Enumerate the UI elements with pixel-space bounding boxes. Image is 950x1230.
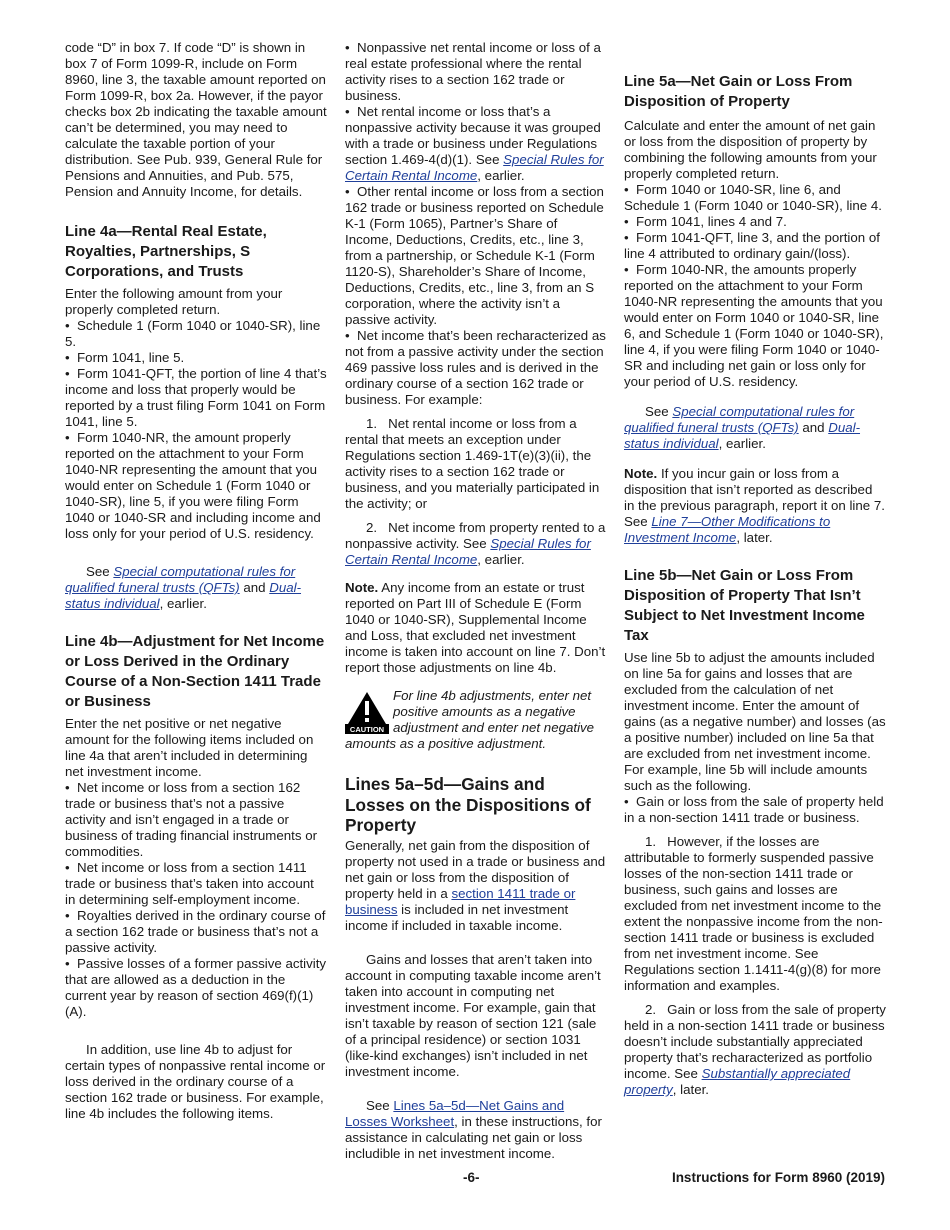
bullet-item: • Form 1040-NR, the amounts properly reported on the attachment to your Form 1040-NR representing the amounts that you would enter on Form 1040 or 1040-SR, line 6, and Schedule 1 (Form 1040 or 1040-SR), line 4, if you were filing Form 1040 or 1040-SR and including net gain or loss only for your period of U.S. residency. <box>624 262 886 390</box>
bullet-item: • Net income or loss from a section 1411 trade or business that’s taken into account in determining self-employment income. <box>65 860 327 908</box>
column-3 <box>624 40 886 1098</box>
link-worksheet[interactable]: Lines 5a–5d—Net Gains and Losses Worksheet <box>345 1097 565 1129</box>
bullet-item: • Royalties derived in the ordinary course of a section 162 trade or business that’s not a passive activity. <box>65 908 327 956</box>
bullet-item: • Net rental income or loss that’s a nonpassive activity because it was grouped with a trade or business under Regulations section 1.469-4(d)(1). See Special Rules for Certain Rental Income, earlier. <box>345 104 606 184</box>
bullet-item: • Form 1040-NR, the amount properly reported on the attachment to your Form 1040-NR representing the amount that you would enter on Schedule 1 (Form 1040 or 1040-SR), line 5, if you were filing Form 1040 or 1040-SR and including income and loss only for your period of U.S. residency. <box>65 430 327 542</box>
bullet-item: • Gain or loss from the sale of property held in a non-section 1411 trade or business. <box>624 794 886 826</box>
bullet-item: • Net income that’s been recharacterized as not from a passive activity under the section 469 passive loss rules and is derived in the ordinary course of a section 162 trade or business. For example: <box>345 328 606 408</box>
heading-line-5a: Line 5a—Net Gain or Loss From Disposition of Property <box>624 73 853 110</box>
bullet-item: • Nonpassive net rental income or loss of a real estate professional where the rental activity rises to a section 162 trade or business. <box>345 40 606 104</box>
column-1 <box>65 40 327 1122</box>
svg-text:CAUTION: CAUTION <box>349 725 385 734</box>
caution-icon <box>345 690 389 734</box>
caution-box <box>345 688 606 752</box>
link-substantially-appreciated[interactable]: Substantially appreciated property <box>624 1066 851 1097</box>
bullet-item: • Other rental income or loss from a section 162 trade or business reported on Schedule K-1 (Form 1065), Partner’s Share of Income, Deductions, Credits, etc., line 3, from a partnership, or Schedule K-1 (Form 1120-S), Shareholder’s Share of Income, Deductions, Credits, etc., line 3, from an S corporation, where the activity isn’t a passive activity. <box>345 184 606 328</box>
note-paragraph: Note. If you incur gain or loss from a disposition that isn’t reported as described in the previous paragraph, report it on line 7. See Line 7—Other Modifications to Investment Income, later. <box>624 466 885 545</box>
paragraph: In addition, use line 4b to adjust for certain types of nonpassive rental income or loss derived in the ordinary course of a section 162 trade or business. For example, line 4b includes the following items. <box>65 1042 326 1121</box>
see-also-paragraph: See Special computational rules for qualified funeral trusts (QFTs) and Dual-status individual, earlier. <box>624 404 861 451</box>
link-dual-status[interactable]: Dual-status individual <box>624 420 861 451</box>
paragraph: See Lines 5a–5d—Net Gains and Losses Worksheet, in these instructions, for assistance in calculating net gain or loss includible in net investment income. <box>345 1097 602 1161</box>
numbered-item: 1. Net rental income or loss from a rental that meets an exception under Regulations section 1.469-1T(e)(3)(ii), the activity rises to a section 162 trade or business, and you materially participated in the activity; or <box>345 416 600 511</box>
paragraph: Gains and losses that aren’t taken into account in computing taxable income aren’t taken into account in computing net investment income. For example, gain that isn’t taxable by reason of section 121 (sale of a principal residence) or section 1031 (like-kind exchanges) isn’t included in net investment income. <box>345 951 601 1079</box>
link-special-rental-rules[interactable]: Special Rules for Certain Rental Income <box>345 152 604 183</box>
paragraph: Enter the following amount from your properly completed return. <box>65 286 283 317</box>
column-2 <box>345 40 606 1162</box>
footer-title: Instructions for Form 8960 (2019) <box>671 1170 885 1185</box>
bullet-item: • Passive losses of a former passive activity that are allowed as a deduction in the current year by reason of section 469(f)(1)(A). <box>65 956 327 1020</box>
paragraph: Use line 5b to adjust the amounts included on line 5a for gains and losses that are excluded from the calculation of net investment income. Enter the amount of gains (as a negative number) and losses (as a positive number) included on line 5a that are excluded from net investment income. For example, line 5b will include amounts such as the following. <box>624 650 886 793</box>
heading-line-5b: Line 5b—Net Gain or Loss From Disposition of Property That Isn’t Subject to Net Investment Income Tax <box>624 567 865 644</box>
note-paragraph: Note. Any income from an estate or trust reported on Part III of Schedule E (Form 1040 or 1040-SR), Supplemental Income and Loss, that excluded net investment income is taken into account on line 7. Don’t report those adjustments on line 4b. <box>345 580 606 675</box>
heading-lines-5a-5d: Lines 5a–5d—Gains and Losses on the Dispositions of Property <box>345 774 591 835</box>
numbered-item: 1. However, if the losses are attributable to formerly suspended passive losses of the non-section 1411 trade or business, such gains and losses are excluded from net investment income to the extent the nonpassive income from the non-section 1411 trade or business is excluded from net investment income. See Regulations section 1.1411-4(g)(8) for more information and examples. <box>624 834 883 993</box>
bullet-item: • Form 1041, line 5. <box>65 350 327 366</box>
link-qft-rules[interactable]: Special computational rules for qualified funeral trusts (QFTs) <box>624 404 855 435</box>
heading-line-4a: Line 4a—Rental Real Estate, Royalties, Partnerships, S Corporations, and Trusts <box>65 223 267 280</box>
bullet-item: • Form 1041-QFT, line 3, and the portion of line 4 attributed to ordinary gain/(loss). <box>624 230 886 262</box>
link-qft-rules[interactable]: Special computational rules for qualified funeral trusts (QFTs) <box>65 564 296 595</box>
link-section-1411[interactable]: section 1411 trade or business <box>345 885 576 917</box>
numbered-item: 2. Net income from property rented to a nonpassive activity. See Special Rules for Certain Rental Income, earlier. <box>345 520 606 567</box>
caution-text: For line 4b adjustments, enter net positive amounts as a negative adjustment and enter net negative amounts as a positive adjustment. <box>345 688 595 751</box>
paragraph: Enter the net positive or net negative amount for the following items included on line 4a that aren’t included in determining net investment income. <box>65 716 314 779</box>
see-also-paragraph: See Special computational rules for qualified funeral trusts (QFTs) and Dual-status individual, earlier. <box>65 564 302 611</box>
bullet-item: • Form 1041, lines 4 and 7. <box>624 214 886 230</box>
bullet-item: • Schedule 1 (Form 1040 or 1040-SR), line 5. <box>65 318 327 350</box>
paragraph: Generally, net gain from the disposition of property not used in a trade or business and net gain or loss from the disposition of property held in a section 1411 trade or business is included in net investment income if included in taxable income. <box>345 837 606 933</box>
link-dual-status[interactable]: Dual-status individual <box>65 580 302 611</box>
bullet-item: • Net income or loss from a section 162 trade or business that’s not a passive activity and isn’t engaged in a trade or business of trading financial instruments or commodities. <box>65 780 327 860</box>
numbered-item: 2. Gain or loss from the sale of property held in a non-section 1411 trade or business doesn’t include substantially appreciated property that’s recharacterized as portfolio income. See Substantially appreciated property, later. <box>624 1002 886 1097</box>
page-number: -6- <box>463 1170 480 1185</box>
heading-line-4b: Line 4b—Adjustment for Net Income or Loss Derived in the Ordinary Course of a Non-Section 1411 Trade or Business <box>65 633 325 710</box>
paragraph: Calculate and enter the amount of net gain or loss from the disposition of property by combining the following amounts from your properly completed return. <box>624 118 877 181</box>
link-special-rental-rules[interactable]: Special Rules for Certain Rental Income <box>345 536 591 567</box>
link-line-7[interactable]: Line 7—Other Modifications to Investment Income <box>624 514 831 545</box>
bullet-item: • Form 1040 or 1040-SR, line 6, and Schedule 1 (Form 1040 or 1040-SR), line 4. <box>624 182 886 214</box>
paragraph: code “D” in box 7. If code “D” is shown in box 7 of Form 1099-R, include on Form 8960, line 3, the taxable amount reported on Form 1099-R, box 2a. However, if the payor checks box 2b indicating the taxable amount can’t be determined, you may need to calculate the taxable portion of your distribution. See Pub. 939, General Rule for Pensions and Annuities, and Pub. 575, Pension and Annuity Income, for details. <box>65 40 327 199</box>
bullet-item: • Form 1041-QFT, the portion of line 4 that’s income and loss that properly would be reported by a trust filing Form 1041 on Form 1041, line 5. <box>65 366 327 430</box>
